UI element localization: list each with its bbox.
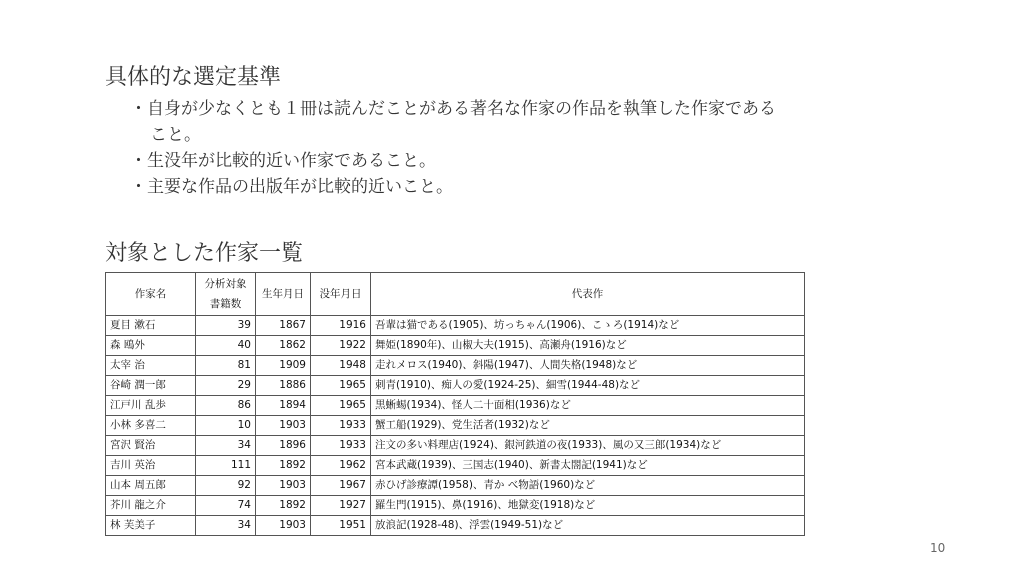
table-row xyxy=(106,476,805,496)
works-cell: 放浪記(1928-48)、浮雲(1949-51)など xyxy=(371,516,805,536)
book-count-cell: 40 xyxy=(196,336,256,356)
works-cell: 赤ひげ診療譚(1958)、青か べ物語(1960)など xyxy=(371,476,805,496)
birth-year-cell: 1903 xyxy=(256,516,311,536)
works-cell: 吾輩は猫である(1905)、坊っちゃん(1906)、こゝろ(1914)など xyxy=(371,316,805,336)
works-cell: 刺青(1910)、痴人の愛(1924-25)、細雪(1944-48)など xyxy=(371,376,805,396)
table-row xyxy=(106,316,805,336)
works-cell: 走れメロス(1940)、斜陽(1947)、人間失格(1948)など xyxy=(371,356,805,376)
birth-year-cell: 1892 xyxy=(256,456,311,476)
header-book-count-line1: 分析対象 xyxy=(204,278,247,290)
author-list-heading: 対象とした作家一覧 xyxy=(105,241,304,266)
criteria-item: ・自身が少なくとも１冊は読んだことがある著名な作家の作品を執筆した作家であること。 xyxy=(130,99,776,145)
table-body xyxy=(106,316,805,536)
book-count-cell: 92 xyxy=(196,476,256,496)
birth-year-cell: 1903 xyxy=(256,416,311,436)
book-count-cell: 10 xyxy=(196,416,256,436)
book-count-cell: 111 xyxy=(196,456,256,476)
criteria-item: ・生没年が比較的近い作家であること。 xyxy=(130,151,436,171)
header-book-count xyxy=(196,273,256,316)
death-year-cell: 1933 xyxy=(311,416,371,436)
death-year-cell: 1951 xyxy=(311,516,371,536)
author-name-cell: 太宰 治 xyxy=(106,356,196,376)
table-row xyxy=(106,436,805,456)
birth-year-cell: 1909 xyxy=(256,356,311,376)
author-table xyxy=(105,272,805,536)
book-count-cell: 81 xyxy=(196,356,256,376)
birth-year-cell: 1894 xyxy=(256,396,311,416)
table-row xyxy=(106,416,805,436)
birth-year-cell: 1867 xyxy=(256,316,311,336)
header-author: 作家名 xyxy=(106,273,196,316)
table-row xyxy=(106,516,805,536)
death-year-cell: 1933 xyxy=(311,436,371,456)
works-cell: 黒蜥蜴(1934)、怪人二十面相(1936)など xyxy=(371,396,805,416)
book-count-cell: 39 xyxy=(196,316,256,336)
page-number: 10 xyxy=(930,541,946,555)
table-row xyxy=(106,336,805,356)
death-year-cell: 1927 xyxy=(311,496,371,516)
works-cell: 蟹工船(1929)、党生活者(1932)など xyxy=(371,416,805,436)
death-year-cell: 1948 xyxy=(311,356,371,376)
author-name-cell: 吉川 英治 xyxy=(106,456,196,476)
header-death: 没年月日 xyxy=(311,273,371,316)
birth-year-cell: 1903 xyxy=(256,476,311,496)
author-name-cell: 林 芙美子 xyxy=(106,516,196,536)
works-cell: 舞姫(1890年)、山椒大夫(1915)、高瀬舟(1916)など xyxy=(371,336,805,356)
death-year-cell: 1967 xyxy=(311,476,371,496)
works-cell: 羅生門(1915)、鼻(1916)、地獄変(1918)など xyxy=(371,496,805,516)
table-row xyxy=(106,456,805,476)
table-header-row xyxy=(106,273,805,316)
author-name-cell: 江戸川 乱歩 xyxy=(106,396,196,416)
author-name-cell: 宮沢 賢治 xyxy=(106,436,196,456)
header-works: 代表作 xyxy=(371,273,805,316)
works-cell: 宮本武蔵(1939)、三国志(1940)、新書太閤記(1941)など xyxy=(371,456,805,476)
header-book-count-line2: 書籍数 xyxy=(209,298,242,310)
death-year-cell: 1965 xyxy=(311,376,371,396)
death-year-cell: 1965 xyxy=(311,396,371,416)
table-row xyxy=(106,376,805,396)
birth-year-cell: 1892 xyxy=(256,496,311,516)
works-cell: 注文の多い料理店(1924)、銀河鉄道の夜(1933)、風の又三郎(1934)など xyxy=(371,436,805,456)
death-year-cell: 1916 xyxy=(311,316,371,336)
author-name-cell: 山本 周五郎 xyxy=(106,476,196,496)
selection-criteria-heading: 具体的な選定基準 xyxy=(105,65,282,90)
book-count-cell: 34 xyxy=(196,436,256,456)
author-name-cell: 谷崎 潤一郎 xyxy=(106,376,196,396)
header-birth: 生年月日 xyxy=(256,273,311,316)
table-row xyxy=(106,496,805,516)
death-year-cell: 1962 xyxy=(311,456,371,476)
author-name-cell: 芥川 龍之介 xyxy=(106,496,196,516)
death-year-cell: 1922 xyxy=(311,336,371,356)
author-name-cell: 森 鴎外 xyxy=(106,336,196,356)
table-row xyxy=(106,396,805,416)
author-name-cell: 小林 多喜二 xyxy=(106,416,196,436)
book-count-cell: 34 xyxy=(196,516,256,536)
birth-year-cell: 1896 xyxy=(256,436,311,456)
book-count-cell: 74 xyxy=(196,496,256,516)
book-count-cell: 86 xyxy=(196,396,256,416)
birth-year-cell: 1886 xyxy=(256,376,311,396)
criteria-list xyxy=(130,96,790,200)
author-name-cell: 夏目 漱石 xyxy=(106,316,196,336)
book-count-cell: 29 xyxy=(196,376,256,396)
criteria-item: ・主要な作品の出版年が比較的近いこと。 xyxy=(130,177,453,197)
birth-year-cell: 1862 xyxy=(256,336,311,356)
table-row xyxy=(106,356,805,376)
